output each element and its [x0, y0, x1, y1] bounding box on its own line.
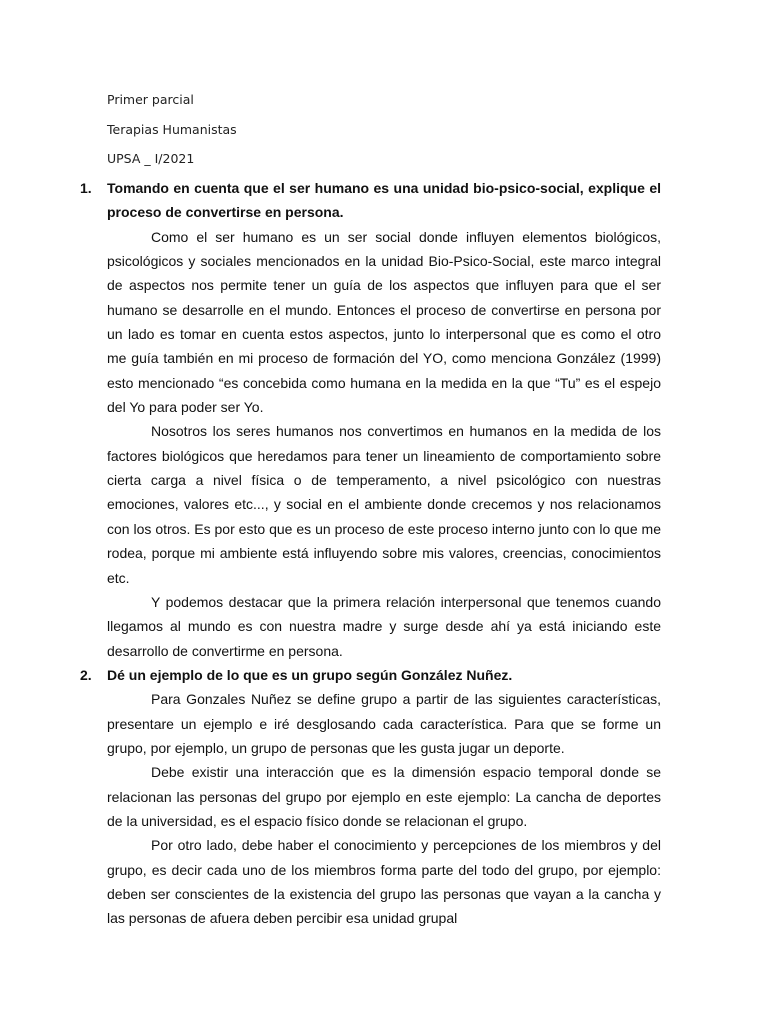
answer-1-paragraph-2: Nosotros los seres humanos nos convertimos en humanos en la medida de los factores biológicos que heredamos para tener un lineamiento de comportamiento sobre cierta carga a nivel física o de temperamento, a nivel psicológico con nuestras emociones, valores etc..., y social en el ambiente donde crecemos y nos relacionamos con los otros. Es por esto que es un proceso de este proceso interno junto con lo que me rodea, porque mi ambiente está influyendo sobre mis valores, creencias, conocimientos etc. [107, 423, 661, 586]
header-institution-term: UPSA _ I/2021 [107, 151, 195, 166]
answer-2-paragraph-3: Por otro lado, debe haber el conocimiento y percepciones de los miembros y del grupo, es decir cada uno de los miembros forma parte del todo del grupo, por ejemplo: deben ser conscientes de la existencia del grupo las personas que vayan a la cancha y las personas de afuera deben percibir esa unidad grupal [107, 837, 661, 927]
question-1 [80, 176, 661, 225]
question-1-text: Tomando en cuenta que el ser humano es una unidad bio-psico-social, explique el proceso de convertirse en persona. [107, 180, 661, 221]
question-2 [80, 663, 661, 687]
answer-1-paragraph-3: Y podemos destacar que la primera relación interpersonal que tenemos cuando llegamos al mundo es con nuestra madre y surge desde ahí ya está iniciando este desarrollo de convertirme en persona. [107, 593, 661, 659]
answer-2-paragraph-1: Para Gonzales Nuñez se define grupo a partir de las siguientes características, presentare un ejemplo e iré desglosando cada característica. Para que se forme un grupo, por ejemplo, un grupo de personas que les gusta jugar un deporte. [107, 691, 661, 756]
answer-2-paragraph-2: Debe existir una interacción que es la dimensión espacio temporal donde se relacionan las personas del grupo por ejemplo en este ejemplo: La cancha de deportes de la universidad, es el espacio físico donde se relacionan el grupo. [107, 764, 661, 829]
header-exam-title: Primer parcial [107, 92, 194, 107]
question-2-text: Dé un ejemplo de lo que es un grupo según González Nuñez. [107, 666, 513, 683]
answer-1-paragraph-1: Como el ser humano es un ser social donde influyen elementos biológicos, psicológicos y sociales mencionados en la unidad Bio-Psico-Social, este marco integral de aspectos nos permite tener un guía de los aspectos que influyen para que el ser humano se desarrolle en el mundo. Entonces el proceso de convertirse en persona por un lado es tomar en cuenta estos aspectos, junto lo interpersonal que es como el otro me guía también en mi proceso de formación del YO, como menciona González (1999) esto mencionado “es concebida como humana en la medida en la que “Tu” es el espejo del Yo para poder ser Yo. [107, 228, 661, 416]
header-course-name: Terapias Humanistas [107, 122, 237, 137]
question-1-number: 1. [80, 180, 92, 196]
document-body [80, 176, 661, 931]
question-2-number: 2. [80, 666, 92, 683]
